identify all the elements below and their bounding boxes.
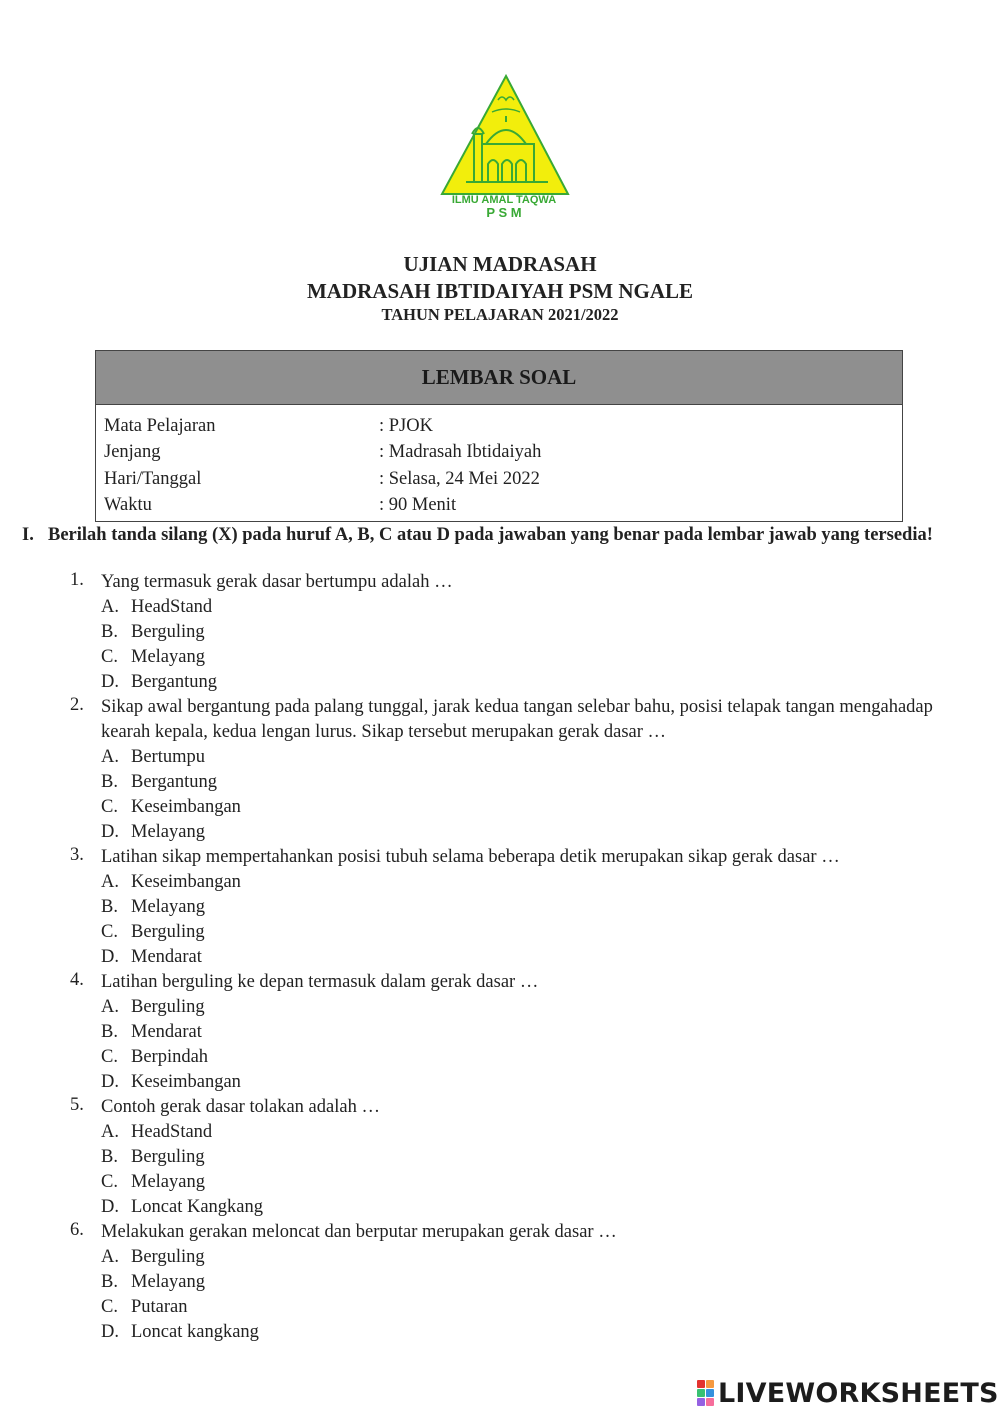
option-letter: B. (101, 622, 118, 642)
sheet-title: LEMBAR SOAL (96, 351, 902, 405)
option-d (70, 1070, 950, 1095)
option-c (70, 1295, 950, 1320)
option-a (70, 1245, 950, 1270)
option-a (70, 870, 950, 895)
option-a (70, 745, 950, 770)
info-label: Waktu (104, 495, 152, 516)
info-row-subject (96, 413, 902, 440)
info-label: Hari/Tanggal (104, 468, 202, 489)
option-d (70, 1320, 950, 1345)
option-text: Keseimbangan (131, 797, 241, 817)
option-text: Berguling (131, 922, 205, 942)
instruction-text: Berilah tanda silang (X) pada huruf A, B, C atau D pada jawaban yang benar pada lembar jawab yang tersedia! (48, 525, 933, 545)
question-1 (70, 570, 950, 695)
option-d (70, 820, 950, 845)
question-text: Latihan sikap mempertahankan posisi tubuh selama beberapa detik merupakan sikap gerak dasar … (101, 847, 840, 867)
school-logo (436, 72, 572, 222)
option-text: Melayang (131, 1172, 205, 1192)
info-row-date (96, 466, 902, 493)
option-letter: B. (101, 1272, 118, 1292)
option-text: Keseimbangan (131, 1072, 241, 1092)
option-text: Melayang (131, 822, 205, 842)
option-letter: A. (101, 997, 119, 1017)
option-a (70, 995, 950, 1020)
section-instruction (22, 524, 972, 546)
option-letter: C. (101, 1172, 118, 1192)
option-text: HeadStand (131, 1122, 213, 1142)
option-c (70, 645, 950, 670)
question-number: 2. (70, 695, 84, 715)
info-label: Mata Pelajaran (104, 415, 216, 436)
option-text: HeadStand (131, 597, 213, 617)
option-text: Berguling (131, 622, 205, 642)
option-letter: C. (101, 1047, 118, 1067)
option-letter: B. (101, 1147, 118, 1167)
option-text: Putaran (131, 1297, 188, 1317)
question-text: Contoh gerak dasar tolakan adalah … (101, 1097, 380, 1117)
option-d (70, 945, 950, 970)
option-text: Melayang (131, 897, 205, 917)
question-number: 4. (70, 970, 84, 990)
option-d (70, 1195, 950, 1220)
option-c (70, 1170, 950, 1195)
option-letter: B. (101, 772, 118, 792)
option-b (70, 1020, 950, 1045)
question-3 (70, 845, 950, 970)
option-text: Berguling (131, 1247, 205, 1267)
option-text: Melayang (131, 1272, 205, 1292)
academic-year: TAHUN PELAJARAN 2021/2022 (381, 305, 619, 324)
option-c (70, 920, 950, 945)
question-list (70, 570, 950, 1345)
question-number: 6. (70, 1220, 84, 1240)
question-number: 1. (70, 570, 84, 590)
question-4 (70, 970, 950, 1095)
sheet-info-box (95, 350, 903, 522)
option-text: Mendarat (131, 1022, 202, 1042)
option-a (70, 595, 950, 620)
question-5 (70, 1095, 950, 1220)
option-letter: B. (101, 897, 118, 917)
option-letter: D. (101, 672, 119, 692)
sheet-info-rows (96, 405, 902, 519)
info-value: : PJOK (379, 415, 433, 436)
question-text: Sikap awal bergantung pada palang tunggal, jarak kedua tangan selebar bahu, posisi telapak tangan mengahadap kearah kepala, kedua lengan lurus. Sikap tersebut merupakan gerak dasar … (101, 697, 933, 742)
option-letter: A. (101, 872, 119, 892)
info-row-level (96, 440, 902, 467)
section-number: I. (22, 525, 34, 545)
option-letter: A. (101, 597, 119, 617)
option-d (70, 670, 950, 695)
info-value: : 90 Menit (379, 495, 457, 516)
option-text: Bergantung (131, 672, 217, 692)
option-letter: C. (101, 1297, 118, 1317)
info-value: : Madrasah Ibtidaiyah (379, 442, 542, 463)
logo-initials: P S M (486, 205, 522, 220)
school-name: MADRASAH IBTIDAIYAH PSM NGALE (306, 279, 694, 303)
option-letter: C. (101, 922, 118, 942)
option-text: Berpindah (131, 1047, 209, 1067)
option-text: Bertumpu (131, 747, 205, 767)
option-letter: A. (101, 747, 119, 767)
liveworksheets-logo-icon (697, 1380, 714, 1406)
option-text: Mendarat (131, 947, 202, 967)
option-letter: D. (101, 947, 119, 967)
option-letter: C. (101, 797, 118, 817)
option-letter: A. (101, 1247, 119, 1267)
logo-motto: ILMU AMAL TAQWA (451, 194, 557, 206)
option-b (70, 620, 950, 645)
option-letter: B. (101, 1022, 118, 1042)
option-c (70, 1045, 950, 1070)
info-label: Jenjang (104, 442, 161, 463)
question-6 (70, 1220, 950, 1345)
info-row-time (96, 493, 902, 520)
option-letter: D. (101, 1322, 119, 1342)
option-letter: D. (101, 822, 119, 842)
option-letter: A. (101, 1122, 119, 1142)
option-letter: D. (101, 1072, 119, 1092)
watermark-text: LIVEWORKSHEETS (718, 1377, 999, 1409)
question-text: Melakukan gerakan meloncat dan berputar merupakan gerak dasar … (101, 1222, 617, 1242)
option-text: Bergantung (131, 772, 217, 792)
option-text: Berguling (131, 1147, 205, 1167)
option-b (70, 1270, 950, 1295)
option-text: Keseimbangan (131, 872, 241, 892)
question-2 (70, 695, 950, 845)
question-number: 3. (70, 845, 84, 865)
option-text: Loncat kangkang (131, 1322, 259, 1342)
liveworksheets-watermark (697, 1378, 999, 1408)
option-text: Berguling (131, 997, 205, 1017)
option-b (70, 895, 950, 920)
option-text: Loncat Kangkang (131, 1197, 264, 1217)
option-b (70, 770, 950, 795)
exam-title: UJIAN MADRASAH (403, 252, 597, 276)
option-letter: D. (101, 1197, 119, 1217)
question-text: Latihan berguling ke depan termasuk dalam gerak dasar … (101, 972, 539, 992)
question-number: 5. (70, 1095, 84, 1115)
question-text: Yang termasuk gerak dasar bertumpu adalah … (101, 572, 453, 592)
option-a (70, 1120, 950, 1145)
info-value: : Selasa, 24 Mei 2022 (379, 468, 540, 489)
option-letter: C. (101, 647, 118, 667)
option-text: Melayang (131, 647, 205, 667)
option-b (70, 1145, 950, 1170)
option-c (70, 795, 950, 820)
